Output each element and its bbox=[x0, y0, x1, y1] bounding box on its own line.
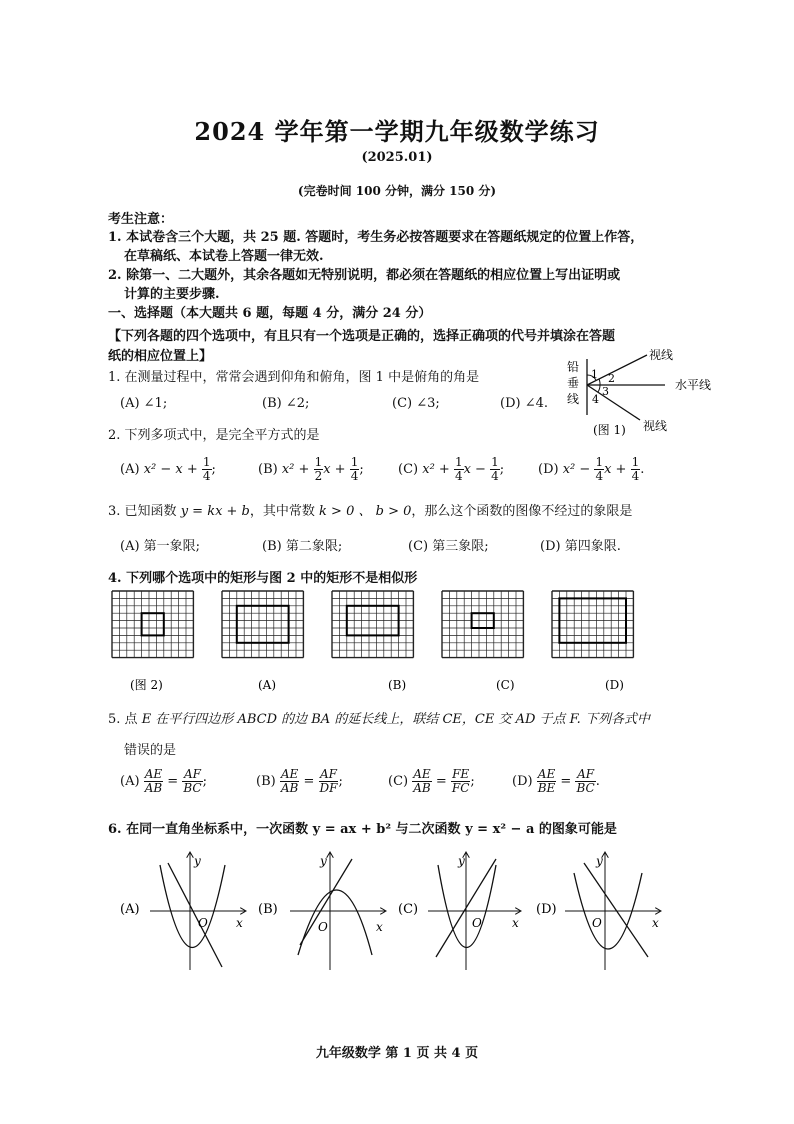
notice-item2-line2: 计算的主要步骤. bbox=[124, 287, 220, 302]
angle-label-3: 3 bbox=[602, 385, 609, 398]
q5-option-d: (D) $\frac{AE}{BE}$ = $\frac{AF}{BC}$ . bbox=[512, 767, 600, 795]
q6-yaxis-d: y bbox=[596, 854, 603, 868]
sight-line-label-bottom: 视线 bbox=[643, 419, 668, 433]
q4-caption-d: (D) bbox=[605, 678, 624, 692]
q6-graph-a bbox=[120, 853, 245, 970]
q6-origin-a: O bbox=[198, 916, 208, 930]
q6-label-b: (B) bbox=[258, 902, 278, 917]
q6-graph-d bbox=[536, 853, 660, 970]
q4-caption-fig2: (图 2) bbox=[130, 678, 163, 692]
q5-option-b: (B) $\frac{AE}{AB}$ = $\frac{AF}{DF}$ ; bbox=[256, 767, 343, 795]
angle-label-1: 1 bbox=[591, 368, 598, 381]
q5-option-c: (C) $\frac{AE}{AB}$ = $\frac{FE}{FC}$ ; bbox=[388, 767, 475, 795]
q6-label-c: (C) bbox=[398, 902, 419, 917]
angle-label-4: 4 bbox=[592, 393, 599, 406]
notice-item2-line1: 2. 除第一、二大题外，其余各题如无特别说明，都必须在答题纸的相应位置上写出证明或 bbox=[108, 268, 621, 283]
q6-xaxis-b: x bbox=[376, 920, 383, 934]
q4-grid-fig2 bbox=[112, 591, 193, 658]
q4-grid-d bbox=[552, 591, 633, 658]
q6-yaxis-a: y bbox=[194, 854, 201, 868]
q1-option-a: (A) ∠1; bbox=[120, 396, 168, 411]
q4-inner-rectangle bbox=[142, 613, 164, 635]
q4-stem: 4. 下列哪个选项中的矩形与图 2 中的矩形不是相似形 bbox=[108, 571, 418, 586]
q6-yaxis-b: y bbox=[320, 854, 327, 868]
vertical-label-2: 垂 bbox=[567, 376, 580, 390]
q6-xaxis-c: x bbox=[512, 916, 519, 930]
q3-option-d: (D) 第四象限. bbox=[540, 539, 621, 554]
section1-heading: 一、选择题（本大题共 6 题，每题 4 分，满分 24 分） bbox=[108, 306, 432, 321]
q1-option-c: (C) ∠3; bbox=[392, 396, 440, 411]
q2-stem: 2. 下列多项式中，是完全平方式的是 bbox=[108, 428, 320, 443]
q4-grid-b bbox=[332, 591, 413, 658]
q5-stem: 5. 点 E 在平行四边形 ABCD 的边 BA 的延长线上，联结 CE，CE 交 AD 于点 F. 下列各式中 bbox=[108, 712, 650, 727]
section1-instruction-line2: 纸的相应位置上】 bbox=[108, 349, 213, 364]
q4-caption-b: (B) bbox=[388, 678, 407, 692]
figure-1-caption: (图 1) bbox=[593, 423, 626, 437]
q4-grid-a bbox=[222, 591, 303, 658]
q4-inner-rectangle bbox=[237, 606, 289, 643]
q5-stem-line2: 错误的是 bbox=[124, 743, 177, 758]
time-note: (完卷时间 100 分钟，满分 150 分) bbox=[297, 184, 497, 198]
notice-item1-line2: 在草稿纸、本试卷上答题一律无效. bbox=[124, 249, 324, 264]
q4-grid-figures bbox=[0, 585, 794, 700]
q2-option-c: (C) x² + $\frac{1}{4}$ x − $\frac{1}{4}$ ; bbox=[398, 455, 505, 483]
q1-option-d: (D) ∠4. bbox=[500, 396, 548, 411]
page-footer: 九年级数学 第 1 页 共 4 页 bbox=[315, 1046, 479, 1061]
angle-label-2: 2 bbox=[608, 372, 615, 385]
notice-heading: 考生注意： bbox=[108, 212, 174, 227]
q2-option-b: (B) x² + $\frac{1}{2}$ x + $\frac{1}{4}$ ; bbox=[258, 455, 364, 483]
q6-origin-b: O bbox=[318, 920, 328, 934]
q6-origin-d: O bbox=[592, 916, 602, 930]
notice-item1-line1: 1. 本试卷含三个大题，共 25 题. 答题时，考生务必按答题要求在答题纸规定的位置上作答， bbox=[108, 230, 644, 245]
q2-option-d: (D) x² − $\frac{1}{4}$ x + $\frac{1}{4}$ . bbox=[538, 455, 645, 483]
q3-option-a: (A) 第一象限; bbox=[120, 539, 201, 554]
q6-xaxis-a: x bbox=[236, 916, 243, 930]
q1-option-b: (B) ∠2; bbox=[262, 396, 310, 411]
horizontal-line-label: 水平线 bbox=[675, 378, 712, 392]
q6-yaxis-c: y bbox=[458, 854, 465, 868]
q3-option-c: (C) 第三象限; bbox=[408, 539, 489, 554]
page-title: 2024 学年第一学期九年级数学练习 bbox=[194, 117, 600, 146]
q6-origin-c: O bbox=[472, 916, 482, 930]
q3-option-b: (B) 第二象限; bbox=[262, 539, 343, 554]
figure-1-angles bbox=[555, 345, 735, 440]
q6-graph-c bbox=[398, 853, 520, 970]
sight-line-label-top: 视线 bbox=[649, 348, 674, 362]
vertical-label-3: 线 bbox=[567, 392, 580, 406]
q4-grid-c bbox=[442, 591, 523, 658]
q1-stem: 1. 在测量过程中，常常会遇到仰角和俯角，图 1 中是俯角的角是 bbox=[108, 370, 480, 385]
q4-caption-c: (C) bbox=[496, 678, 515, 692]
section1-instruction-line1: 【下列各题的四个选项中，有且只有一个选项是正确的，选择正确项的代号并填涂在答题 bbox=[108, 329, 616, 344]
q4-caption-a: (A) bbox=[258, 678, 277, 692]
q3-stem: 3. 已知函数 y = kx + b，其中常数 k > 0 、 b > 0，那么这个函数的图像不经过的象限是 bbox=[108, 504, 633, 519]
q2-option-a: (A) x² − x + $\frac{1}{4}$ ; bbox=[120, 455, 216, 483]
exam-date: (2025.01) bbox=[361, 150, 433, 165]
vertical-label-1: 铅 bbox=[567, 360, 580, 374]
q6-graph-options bbox=[0, 845, 794, 975]
q6-graph-b bbox=[258, 853, 385, 970]
q6-label-a: (A) bbox=[120, 902, 140, 917]
q6-label-d: (D) bbox=[536, 902, 557, 917]
q6-xaxis-d: x bbox=[652, 916, 659, 930]
q6-stem: 6. 在同一直角坐标系中，一次函数 y = ax + b² 与二次函数 y = x² − a 的图象可能是 bbox=[108, 822, 617, 837]
q5-option-a: (A) $\frac{AE}{AB}$ = $\frac{AF}{BC}$ ; bbox=[120, 767, 207, 795]
